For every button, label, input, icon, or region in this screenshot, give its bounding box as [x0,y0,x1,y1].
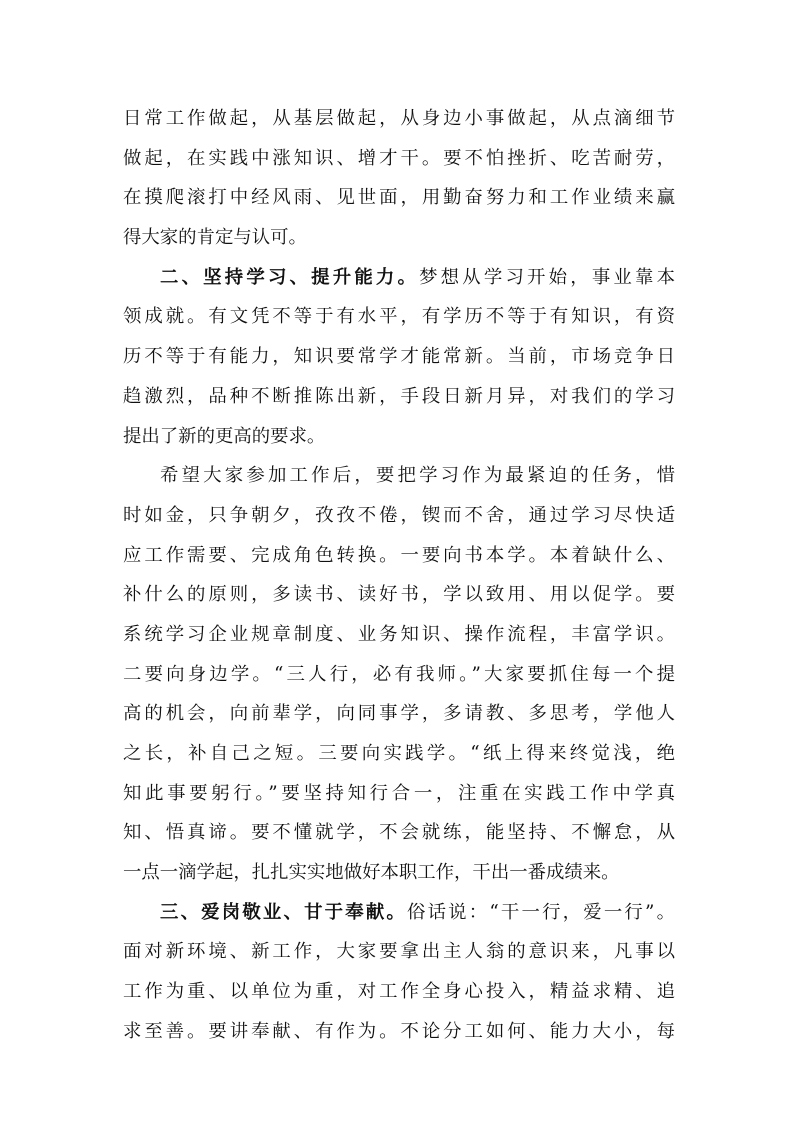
text-span: 梦想从学习开始，事业靠本 [419,266,675,288]
text-line: 得大家的肯定与认可。 [123,227,307,249]
text-line: 历不等于有能力，知识要常学才能常新。当前，市场竞争日 [123,346,675,368]
section-heading: 三、爱岗敬业、甘于奉献。 [160,901,407,923]
document-body [123,99,675,1052]
text-line: 希望大家参加工作后，要把学习作为最紧迫的任务，惜 [160,465,675,487]
text-line: 系统学习企业规章制度、业务知识、操作流程，丰富学识。 [123,623,675,645]
text-line: 一点一滴学起，扎扎实实地做好本职工作，干出一番成绩来。 [123,862,620,884]
section-heading-line [123,258,675,298]
text-line: 做起，在实践中涨知识、增才干。要不怕挫折、吃苦耐劳， [123,147,675,169]
text-line: 高的机会，向前辈学，向同事学，多请教、多思考，学他人 [123,703,675,725]
text-line: 领成就。有文凭不等于有水平，有学历不等于有知识，有资 [123,306,675,328]
text-line: 补什么的原则，多读书、读好书，学以致用、用以促学。要 [123,584,675,606]
text-line: 趋激烈，品种不断推陈出新，手段日新月异，对我们的学习 [123,385,675,407]
text-line: 面对新环境、新工作，大家要拿出主人翁的意识来，凡事以 [123,941,675,963]
text-line: 日常工作做起，从基层做起，从身边小事做起，从点滴细节 [123,108,675,129]
text-line: 知、悟真谛。要不懂就学，不会就练，能坚持、不懈怠，从 [123,822,675,844]
text-span: 俗话说：“干一行，爱一行”。 [407,901,675,923]
section-heading: 二、坚持学习、提升能力。 [160,266,420,288]
text-line: 应工作需要、完成角色转换。一要向书本学。本着缺什么、 [123,544,675,566]
text-line: 提出了新的更高的要求。 [123,425,326,447]
text-line: 之长，补自己之短。三要向实践学。“纸上得来终觉浅，绝 [123,743,675,764]
text-line: 二要向身边学。“三人行，必有我师。”大家要抓住每一个提 [123,663,675,685]
text-line: 求至善。要讲奉献、有作为。不论分工如何、能力大小，每 [123,1020,675,1042]
text-line: 知此事要躬行。”要坚持知行合一，注重在实践工作中学真 [123,782,675,804]
text-line: 在摸爬滚打中经风雨、见世面，用勤奋努力和工作业绩来赢 [123,187,675,209]
section-heading-line [123,893,675,933]
text-line: 工作为重、以单位为重，对工作全身心投入，精益求精、追 [123,981,675,1003]
text-line: 时如金，只争朝夕，孜孜不倦，锲而不舍，通过学习尽快适 [123,504,675,526]
